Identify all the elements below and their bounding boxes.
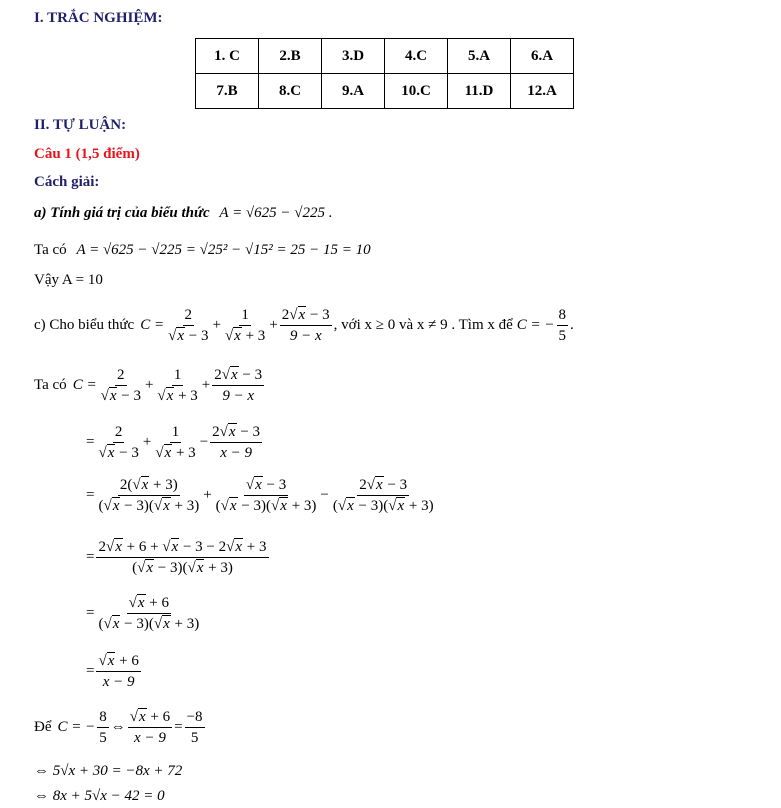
part-c-prompt-line: c) Cho biểu thức C = $\frac{2}{√x - 3}$ + 1 √x + 3 + 2√x − 3 9 − x , với x ≥ 0 và x ≠ 9 . Tìm x để C = − $\frac{8}{5}$ . — [34, 307, 574, 344]
answer-row-2 — [196, 74, 574, 109]
part-c-lead: Ta có — [34, 377, 67, 393]
answer-cell: 2.B — [259, 39, 322, 74]
answer-cell: 7.B — [196, 74, 259, 109]
question-title: Câu 1 (1,5 điểm) — [34, 146, 140, 162]
answer-row-1 — [196, 39, 574, 74]
answer-table — [195, 38, 574, 109]
answer-cell: 4.C — [385, 39, 448, 74]
part-a-expression: A = √625 − √225 . — [219, 205, 333, 221]
part-c-line-3: = 2(√x + 3) (√x − 3)(√x + 3) + √x − 3 (√x − 3)(√x + 3) − 2√x − 3 (√x − 3)(√x + 3) — [86, 477, 434, 514]
part-a-work: A = √625 − √225 = √25² − √15² = 25 − 15 = 10 — [76, 242, 371, 258]
answer-cell: 9.A — [322, 74, 385, 109]
answer-cell: 12.A — [511, 74, 574, 109]
part-a-work-line — [34, 242, 371, 259]
section-2-title: II. TỰ LUẬN: — [34, 117, 127, 133]
part-a-lead: Ta có — [34, 242, 67, 258]
part-c-step-a: ⇔ 5√x + 30 = −8x + 72 — [34, 763, 183, 779]
part-c-condition-line: Để C = − $\frac{8}{5}$ ⇔ √x + 6 x − 9 = −8 5 — [34, 709, 203, 746]
answer-cell: 10.C — [385, 74, 448, 109]
answer-cell: 3.D — [322, 39, 385, 74]
part-c-line-4: = 2√x + 6 + √x − 3 − 2√x + 3 (√x − 3)(√x + 3) — [86, 539, 267, 576]
part-c-line-1: Ta có C = $\frac{2}{√x - 3}$ + 1 √x + 3 + 2√x − 3 9 − x — [34, 367, 263, 404]
section-1-title: I. TRẮC NGHIỆM: — [34, 10, 163, 26]
answer-cell: 5.A — [448, 39, 511, 74]
part-c-line-5: = √x + 6 (√x − 3)(√x + 3) — [86, 595, 200, 632]
answer-cell: 6.A — [511, 39, 574, 74]
part-c-prompt: c) Cho biểu thức — [34, 317, 135, 333]
part-c-line-2: = 2 √x − 3 + 1 √x + 3 − 2√x − 3 x − 9 — [86, 424, 261, 461]
part-c-condition: , với x ≥ 0 và x ≠ 9 . Tìm x để — [333, 317, 513, 333]
part-a-prompt-line — [34, 205, 333, 222]
part-c-de: Để — [34, 719, 52, 735]
part-a-prompt: a) Tính giá trị của biểu thức — [34, 205, 210, 221]
answer-cell: 8.C — [259, 74, 322, 109]
part-a-result: Vậy A = 10 — [34, 272, 103, 288]
method-label: Cách giải: — [34, 174, 100, 190]
part-c-step-b: ⇔ 8x + 5√x − 42 = 0 — [34, 788, 165, 804]
answer-cell: 11.D — [448, 74, 511, 109]
answer-cell: 1. C — [196, 39, 259, 74]
part-c-line-6: = √x + 6 x − 9 — [86, 653, 139, 690]
